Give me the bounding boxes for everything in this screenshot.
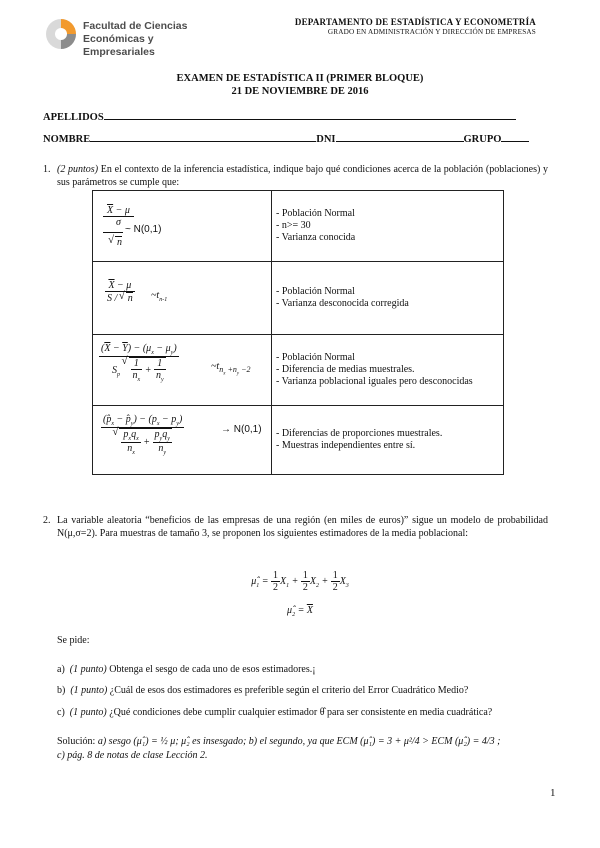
exam-title-block xyxy=(0,72,600,98)
item-a-text: Obtenga el sesgo de cada uno de esos estimadores.¡ xyxy=(109,664,316,675)
apellidos-row xyxy=(43,108,548,122)
faculty-name xyxy=(83,20,215,59)
item-a-points: (1 punto) xyxy=(69,664,107,675)
se-pide-label: Se pide: xyxy=(57,635,90,646)
item-a xyxy=(57,663,316,676)
item-c-label: c) xyxy=(57,707,65,718)
condition-item: - n>= 30 xyxy=(276,220,311,231)
faculty-logo-icon xyxy=(45,18,77,50)
nombre-field[interactable] xyxy=(90,130,316,142)
degree-name: GRADO EN ADMINISTRACIÓN Y DIRECCIÓN DE EMPRESAS xyxy=(327,28,536,36)
formula-cell xyxy=(93,335,272,406)
dni-label: DNI xyxy=(316,134,336,145)
formula-z-sqrt: √ n xyxy=(109,236,122,248)
item-c xyxy=(57,706,492,719)
solution-c: c) pág. 8 de notas de clase Lección 2. xyxy=(57,750,208,761)
item-c-points: (1 punto) xyxy=(69,707,107,718)
formula-prop-dist: → N(0,1) xyxy=(221,424,262,435)
table-row xyxy=(93,191,504,262)
condition-item: - Población Normal xyxy=(276,286,355,297)
question-1-points: (2 puntos) xyxy=(57,164,99,175)
solution-label: Solución: xyxy=(57,736,96,747)
department-name: DEPARTAMENTO DE ESTADÍSTICA Y ECONOMETRÍA xyxy=(294,17,536,27)
formula-t-diff-dist: $\sim t_{n_x +n_y -2}$ xyxy=(211,361,251,377)
question-2 xyxy=(43,514,548,540)
conditions-table xyxy=(92,190,504,475)
nombre-dni-grupo-row xyxy=(43,130,548,144)
question-1-number: 1. xyxy=(43,164,51,175)
solution-a-b: a) sesgo (μ̂₁) = ½ μ; μ̂₂ es insesgado; b) el segundo, ya que ECM (μ̂₁) = 3 + μ²/4 > ECM (μ̂₂) = 4/3 ; xyxy=(97,736,501,747)
apellidos-field[interactable] xyxy=(104,108,516,120)
dni-field[interactable] xyxy=(336,130,464,142)
formula-cell xyxy=(93,191,272,262)
condition-item: - Varianza conocida xyxy=(276,232,356,243)
grupo-label: GRUPO xyxy=(463,134,502,145)
question-2-number: 2. xyxy=(43,515,51,526)
faculty-logo xyxy=(45,18,215,58)
formula-t-mean: $\frac{\overline{X} - \mu}{S / √ n}$ xyxy=(105,280,135,304)
estimator-2: $\mû_2 = \overline{X}$ xyxy=(287,605,313,618)
condition-item: - Muestras independientes entre sí. xyxy=(276,440,416,451)
question-1-text: En el contexto de la inferencia estadística, indique bajo qué condiciones acerca de la población (poblaciones) y sus parámetros se cumple que: xyxy=(57,164,549,188)
item-a-label: a) xyxy=(57,664,65,675)
conditions-cell xyxy=(272,335,504,406)
item-b-text: ¿Cuál de esos dos estimadores es preferible según el criterio del Error Cuadrático Medio? xyxy=(109,685,469,696)
formula-t-diff: $(\overline{X} - \overline{Y}) - (\mu_x - \mu_y)$ $S_p$ √ $\frac{1}{n_x}$ + $\frac{1}{n_y}$ xyxy=(99,343,179,383)
condition-item: - Población Normal xyxy=(276,352,355,363)
formula-cell xyxy=(93,262,272,335)
condition-item: - Varianza desconocida corregida xyxy=(276,298,409,309)
page-number: 1 xyxy=(550,787,556,799)
conditions-cell xyxy=(272,262,504,335)
item-b xyxy=(57,684,468,697)
formula-z-mean: $\frac{\overline{X} - \mu}{\sigma}$ xyxy=(103,205,134,228)
item-b-points: (1 punto) xyxy=(70,685,108,696)
formula-cell xyxy=(93,406,272,475)
grupo-field[interactable] xyxy=(501,130,529,142)
condition-item: - Varianza poblacional iguales pero desconocidas xyxy=(276,376,473,387)
department-header xyxy=(295,17,536,36)
faculty-name-line1: Facultad de Ciencias xyxy=(83,20,188,32)
apellidos-label: APELLIDOS xyxy=(43,112,104,123)
nombre-label: NOMBRE xyxy=(43,134,91,145)
question-1 xyxy=(43,163,548,189)
question-2-text: La variable aleatoria “beneficios de las empresas de una región (en miles de euros)” sigue un modelo de probabilidad N(μ,σ=2). Para muestras de tamaño 3, se proponen los siguientes estimadores de la media poblacional: xyxy=(57,515,548,539)
condition-item: - Diferencia de medias muestrales. xyxy=(276,364,415,375)
item-b-label: b) xyxy=(57,685,66,696)
formula-z-dist: ~ N(0,1) xyxy=(125,224,162,235)
formula-prop-diff: ($p̂_x$ − $p̂_y) - (p_x - p_y)$ √ $\frac{p_xq_x}{n_x}$ + $\frac{p_yq_y}{n_y}$ xyxy=(101,414,184,456)
faculty-name-line2: Económicas y Empresariales xyxy=(83,33,155,58)
condition-item: - Diferencias de proporciones muestrales. xyxy=(276,428,443,439)
formula-z-bar xyxy=(103,232,123,233)
table-row xyxy=(93,406,504,475)
item-c-text: ¿Qué condiciones debe cumplir cualquier estimador θ̂ para ser consistente en media cuadrática? xyxy=(109,707,493,718)
table-row xyxy=(93,262,504,335)
table-row xyxy=(93,335,504,406)
formula-t-dist: $\sim t_{n-1}$ xyxy=(151,290,168,303)
conditions-cell xyxy=(272,406,504,475)
solution xyxy=(57,735,552,763)
estimator-1: $\mû_1$ = $\frac{1}{2}$ $X_1$ + $\frac{1}{2}$ $X_2$ + $\frac{1}{2}$ $X_3$ xyxy=(251,570,349,593)
conditions-cell xyxy=(272,191,504,262)
exam-title: EXAMEN DE ESTADÍSTICA II (PRIMER BLOQUE) xyxy=(176,73,424,84)
condition-item: - Población Normal xyxy=(276,208,355,219)
exam-date: 21 DE NOVIEMBRE DE 2016 xyxy=(231,86,369,97)
